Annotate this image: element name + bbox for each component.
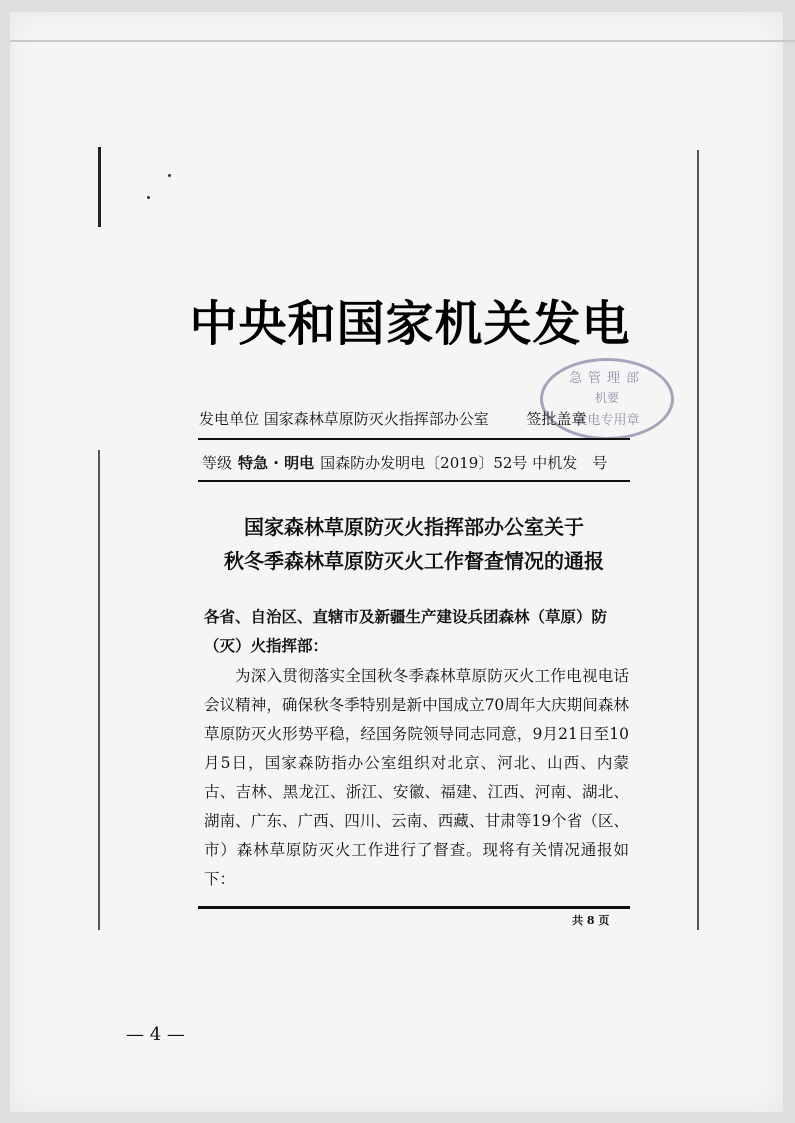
document-title-line-2: 秋冬季森林草原防灭火工作督查情况的通报 [224,549,604,573]
scan-speck [147,196,150,199]
sender-label: 发电单位 [199,410,260,428]
document-title-line-1: 国家森林草原防灭火指挥部办公室关于 [244,515,584,539]
header-rule [198,438,630,440]
document-number: 国森防办发明电〔2019〕52号 中机发 号 [320,454,608,472]
grade-level: 特急 · 明电 [238,454,315,472]
document-title [198,510,630,578]
footer-rule [198,906,630,909]
page-number: — 4 — [126,1024,185,1045]
sign-stamp-label: 签批盖章 [526,410,587,428]
body-paragraph: 为深入贯彻落实全国秋冬季森林草原防灭火工作电视电话会议精神，确保秋冬季特别是新中国成立70周年大庆期间森林草原防灭火形势平稳，经国务院领导同志同意，9月21日至10月5日，国家森防指办公室组织对北京、河北、山西、内蒙古、吉林、黑龙江、浙江、安徽、福建、江西、河南、湖北、湖南、广东、广西、四川、云南、西藏、甘肃等19个省（区、市）森林草原防灭火工作进行了督查。现将有关情况通报如下： [204,667,629,888]
margin-line-right [697,150,699,930]
grade-rule [198,480,630,482]
grade-label: 等级 [202,454,233,472]
page-count: 共 8 页 [572,914,610,927]
telegram-header-title: 中央和国家机关发电 [189,296,631,352]
scan-speck [168,174,171,177]
margin-line-left [98,450,100,930]
sender-unit: 国家森林草原防灭火指挥部办公室 [263,410,489,428]
grade-line [202,452,607,473]
sender-line [199,408,586,429]
binding-mark-left [98,147,101,227]
scan-edge-line [10,40,795,42]
official-seal-stamp: 急管理部 机要 发电专用章 [540,358,674,440]
addressee: 各省、自治区、直辖市及新疆生产建设兵团森林（草原）防（灭）火指挥部： [204,608,608,655]
